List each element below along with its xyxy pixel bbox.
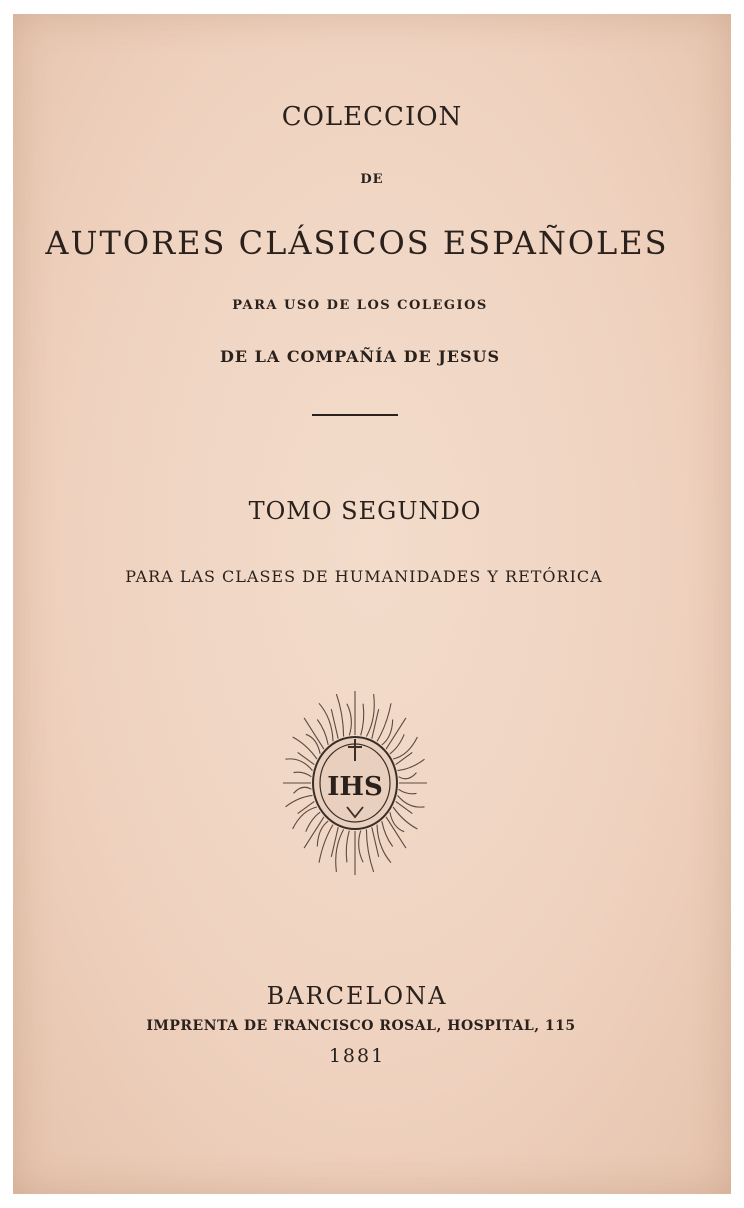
audience-text: PARA LAS CLASES DE HUMANIDADES Y RETÓRICA xyxy=(125,567,603,586)
emblem-ray xyxy=(396,801,413,813)
collection-heading: COLECCION xyxy=(281,102,463,132)
emblem-ray xyxy=(390,734,404,754)
emblem-ray xyxy=(306,812,320,832)
emblem-ray xyxy=(298,752,315,764)
emblem-ray xyxy=(390,812,404,832)
ihs-sunburst-seal-icon xyxy=(281,689,429,877)
emblem-ray xyxy=(304,817,324,848)
emblem-label: IHS xyxy=(327,772,383,802)
year-text: 1881 xyxy=(328,1045,386,1067)
emblem-ray xyxy=(293,737,317,759)
volume-title: TOMO SEGUNDO xyxy=(248,497,482,525)
emblem-ray xyxy=(304,718,324,749)
emblem-ray xyxy=(294,787,312,793)
emblem-ray xyxy=(399,789,417,793)
main-title: AUTORES CLÁSICOS ESPAÑOLES xyxy=(45,224,669,262)
emblem-ray xyxy=(372,709,379,739)
emblem-ray xyxy=(386,817,406,848)
title-page xyxy=(13,14,731,1194)
emblem-ray xyxy=(359,831,363,863)
emblem-ray xyxy=(347,704,351,736)
emblem-ray xyxy=(331,827,338,857)
emblem-ray xyxy=(386,718,406,749)
emblem-ray xyxy=(393,807,417,829)
emblem-ray xyxy=(306,734,320,754)
emblem-ray xyxy=(346,831,349,863)
emblem-ray xyxy=(366,694,374,737)
emblem-ray xyxy=(336,829,344,872)
emblem-ray xyxy=(336,694,343,737)
city-text: BARCELONA xyxy=(266,982,448,1010)
printer-text: IMPRENTA DE FRANCISCO ROSAL, HOSPITAL, 115 xyxy=(146,1018,576,1034)
emblem-ray xyxy=(366,829,373,872)
purpose-text: PARA USO DE LOS COLEGIOS xyxy=(232,298,488,313)
institution-text: DE LA COMPAÑÍA DE JESUS xyxy=(219,347,501,366)
divider-rule xyxy=(312,414,398,416)
emblem-ray xyxy=(399,773,417,779)
connector-text: DE xyxy=(360,172,384,187)
emblem-ray xyxy=(294,772,312,776)
emblem-ray xyxy=(361,704,364,736)
